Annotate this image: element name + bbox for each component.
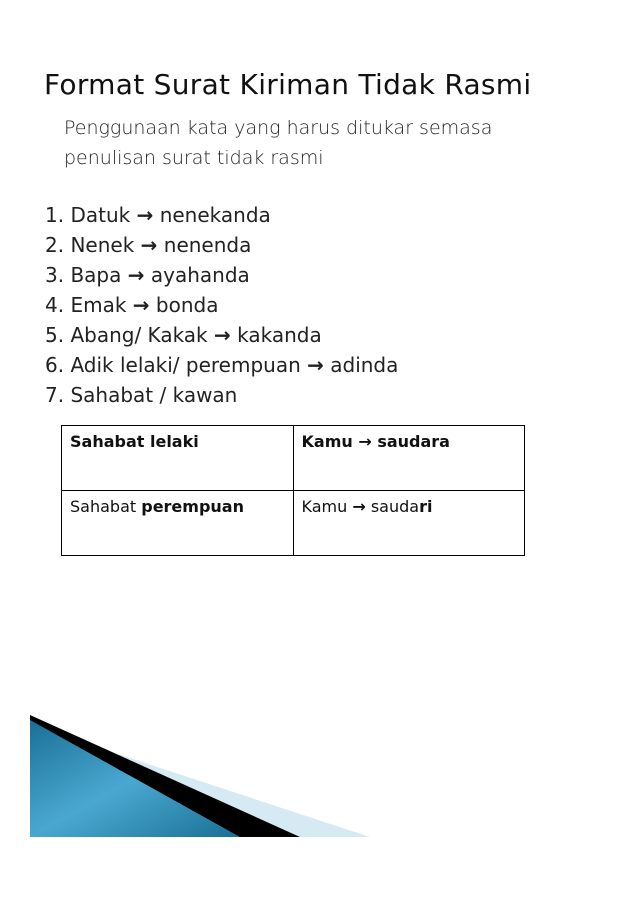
list-item: 5. Abang/ Kakak → kakanda [45,323,322,347]
list-item: 2. Nenek → nenenda [45,233,252,257]
arrow-icon: → [358,432,372,451]
page-title: Format Surat Kiriman Tidak Rasmi [44,68,532,101]
friend-address-table [61,425,525,556]
word-list [45,200,398,410]
list-item: 1. Datuk → nenekanda [45,203,271,227]
table-cell: Sahabat lelaki [62,426,294,491]
arrow-icon: → [307,353,324,377]
list-item: 4. Emak → bonda [45,293,219,317]
table-cell: Sahabat perempuan [62,491,294,556]
table-cell: Kamu → saudara [293,426,525,491]
table-row [62,491,525,556]
list-item: 7. Sahabat / kawan [45,383,238,407]
arrow-icon: → [214,323,231,347]
arrow-icon: → [136,203,154,227]
arrow-icon: → [132,293,150,317]
arrow-icon: → [127,263,145,287]
list-item: 6. Adik lelaki/ perempuan → adinda [45,353,399,377]
table-cell: Kamu → saudari [293,491,525,556]
page-subtitle: Penggunaan kata yang harus ditukar semasa penulisan surat tidak rasmi [64,117,493,169]
table-row [62,426,525,491]
corner-decoration [0,700,400,850]
list-item: 3. Bapa → ayahanda [45,263,250,287]
arrow-icon: → [140,233,158,257]
arrow-icon: → [352,497,366,516]
